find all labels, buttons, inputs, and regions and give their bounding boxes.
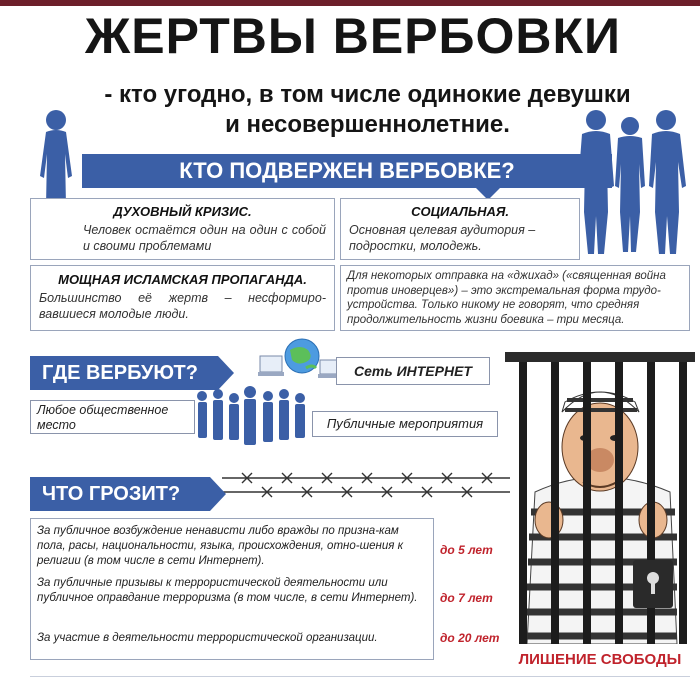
where-banner — [30, 356, 218, 390]
subtitle-line-2: и несовершеннолетние. — [225, 111, 510, 138]
card-text: Большинство её жертв – несформиро-вавшиеся молодые люди. — [39, 291, 326, 321]
penalty-text-1: За публичное возбуждение ненависти либо вражды по призна-кам пола, расы, национальности, языка, происхождения, отно-шения к религии (в том числе в сети Интернет). — [37, 525, 404, 567]
public-place-label: Любое общественное место — [30, 400, 195, 434]
penalty-years-2: до 7 лет — [440, 591, 493, 605]
crowd-silhouette-icon — [192, 386, 310, 456]
prisoner-behind-bars-icon — [505, 352, 695, 644]
barbed-wire-icon — [222, 468, 510, 502]
deprivation-of-liberty-caption: ЛИШЕНИЕ СВОБОДЫ — [518, 651, 682, 668]
public-events-label: Публичные мероприятия — [312, 411, 498, 437]
subtitle-line-1: - кто угодно, в том числе одинокие девушки — [104, 81, 631, 108]
card-propaganda — [30, 265, 335, 331]
penalty-text-3: За участие в деятельности террористической организации. — [37, 632, 378, 644]
penalty-years-3: до 20 лет — [440, 631, 500, 645]
page-title: ЖЕРТВЫ ВЕРБОВКИ — [85, 8, 621, 64]
internet-globe-icon — [256, 332, 346, 386]
card-title: ДУХОВНЫЙ КРИЗИС. — [113, 204, 252, 219]
penalties-box — [30, 518, 434, 660]
who-banner: КТО ПОДВЕРЖЕН ВЕРБОВКЕ? — [82, 154, 612, 188]
card-text: Человек остаётся один на один с собой и своими проблемами — [83, 223, 326, 253]
penalty-text-2: За публичные призывы к террористической деятельности или публичное оправдание терроризма (в том числе, в сети Интернет). — [37, 577, 418, 604]
card-title: МОЩНАЯ ИСЛАМСКАЯ ПРОПАГАНДА. — [58, 272, 307, 287]
threat-banner-label: ЧТО ГРОЗИТ? — [42, 483, 181, 505]
penalty-years-1: до 5 лет — [440, 543, 493, 557]
threat-banner — [30, 477, 210, 511]
card-spiritual-crisis — [30, 198, 335, 260]
card-social — [340, 198, 580, 260]
card-text: Основная целевая аудитория – подростки, молодежь. — [349, 223, 536, 253]
card-text: Для некоторых отправка на «джихад» («священная война против иноверцев») – это экстремальная форма трудо-устройства. Только никому не говорят, что средняя продолжительность жизни боевика – три месяца. — [347, 270, 666, 326]
where-banner-label: ГДЕ ВЕРБУЮТ? — [42, 362, 198, 384]
card-title: СОЦИАЛЬНАЯ. — [411, 204, 509, 219]
internet-label: Сеть ИНТЕРНЕТ — [336, 357, 490, 385]
bottom-divider — [30, 676, 690, 677]
card-jihad — [340, 265, 690, 331]
